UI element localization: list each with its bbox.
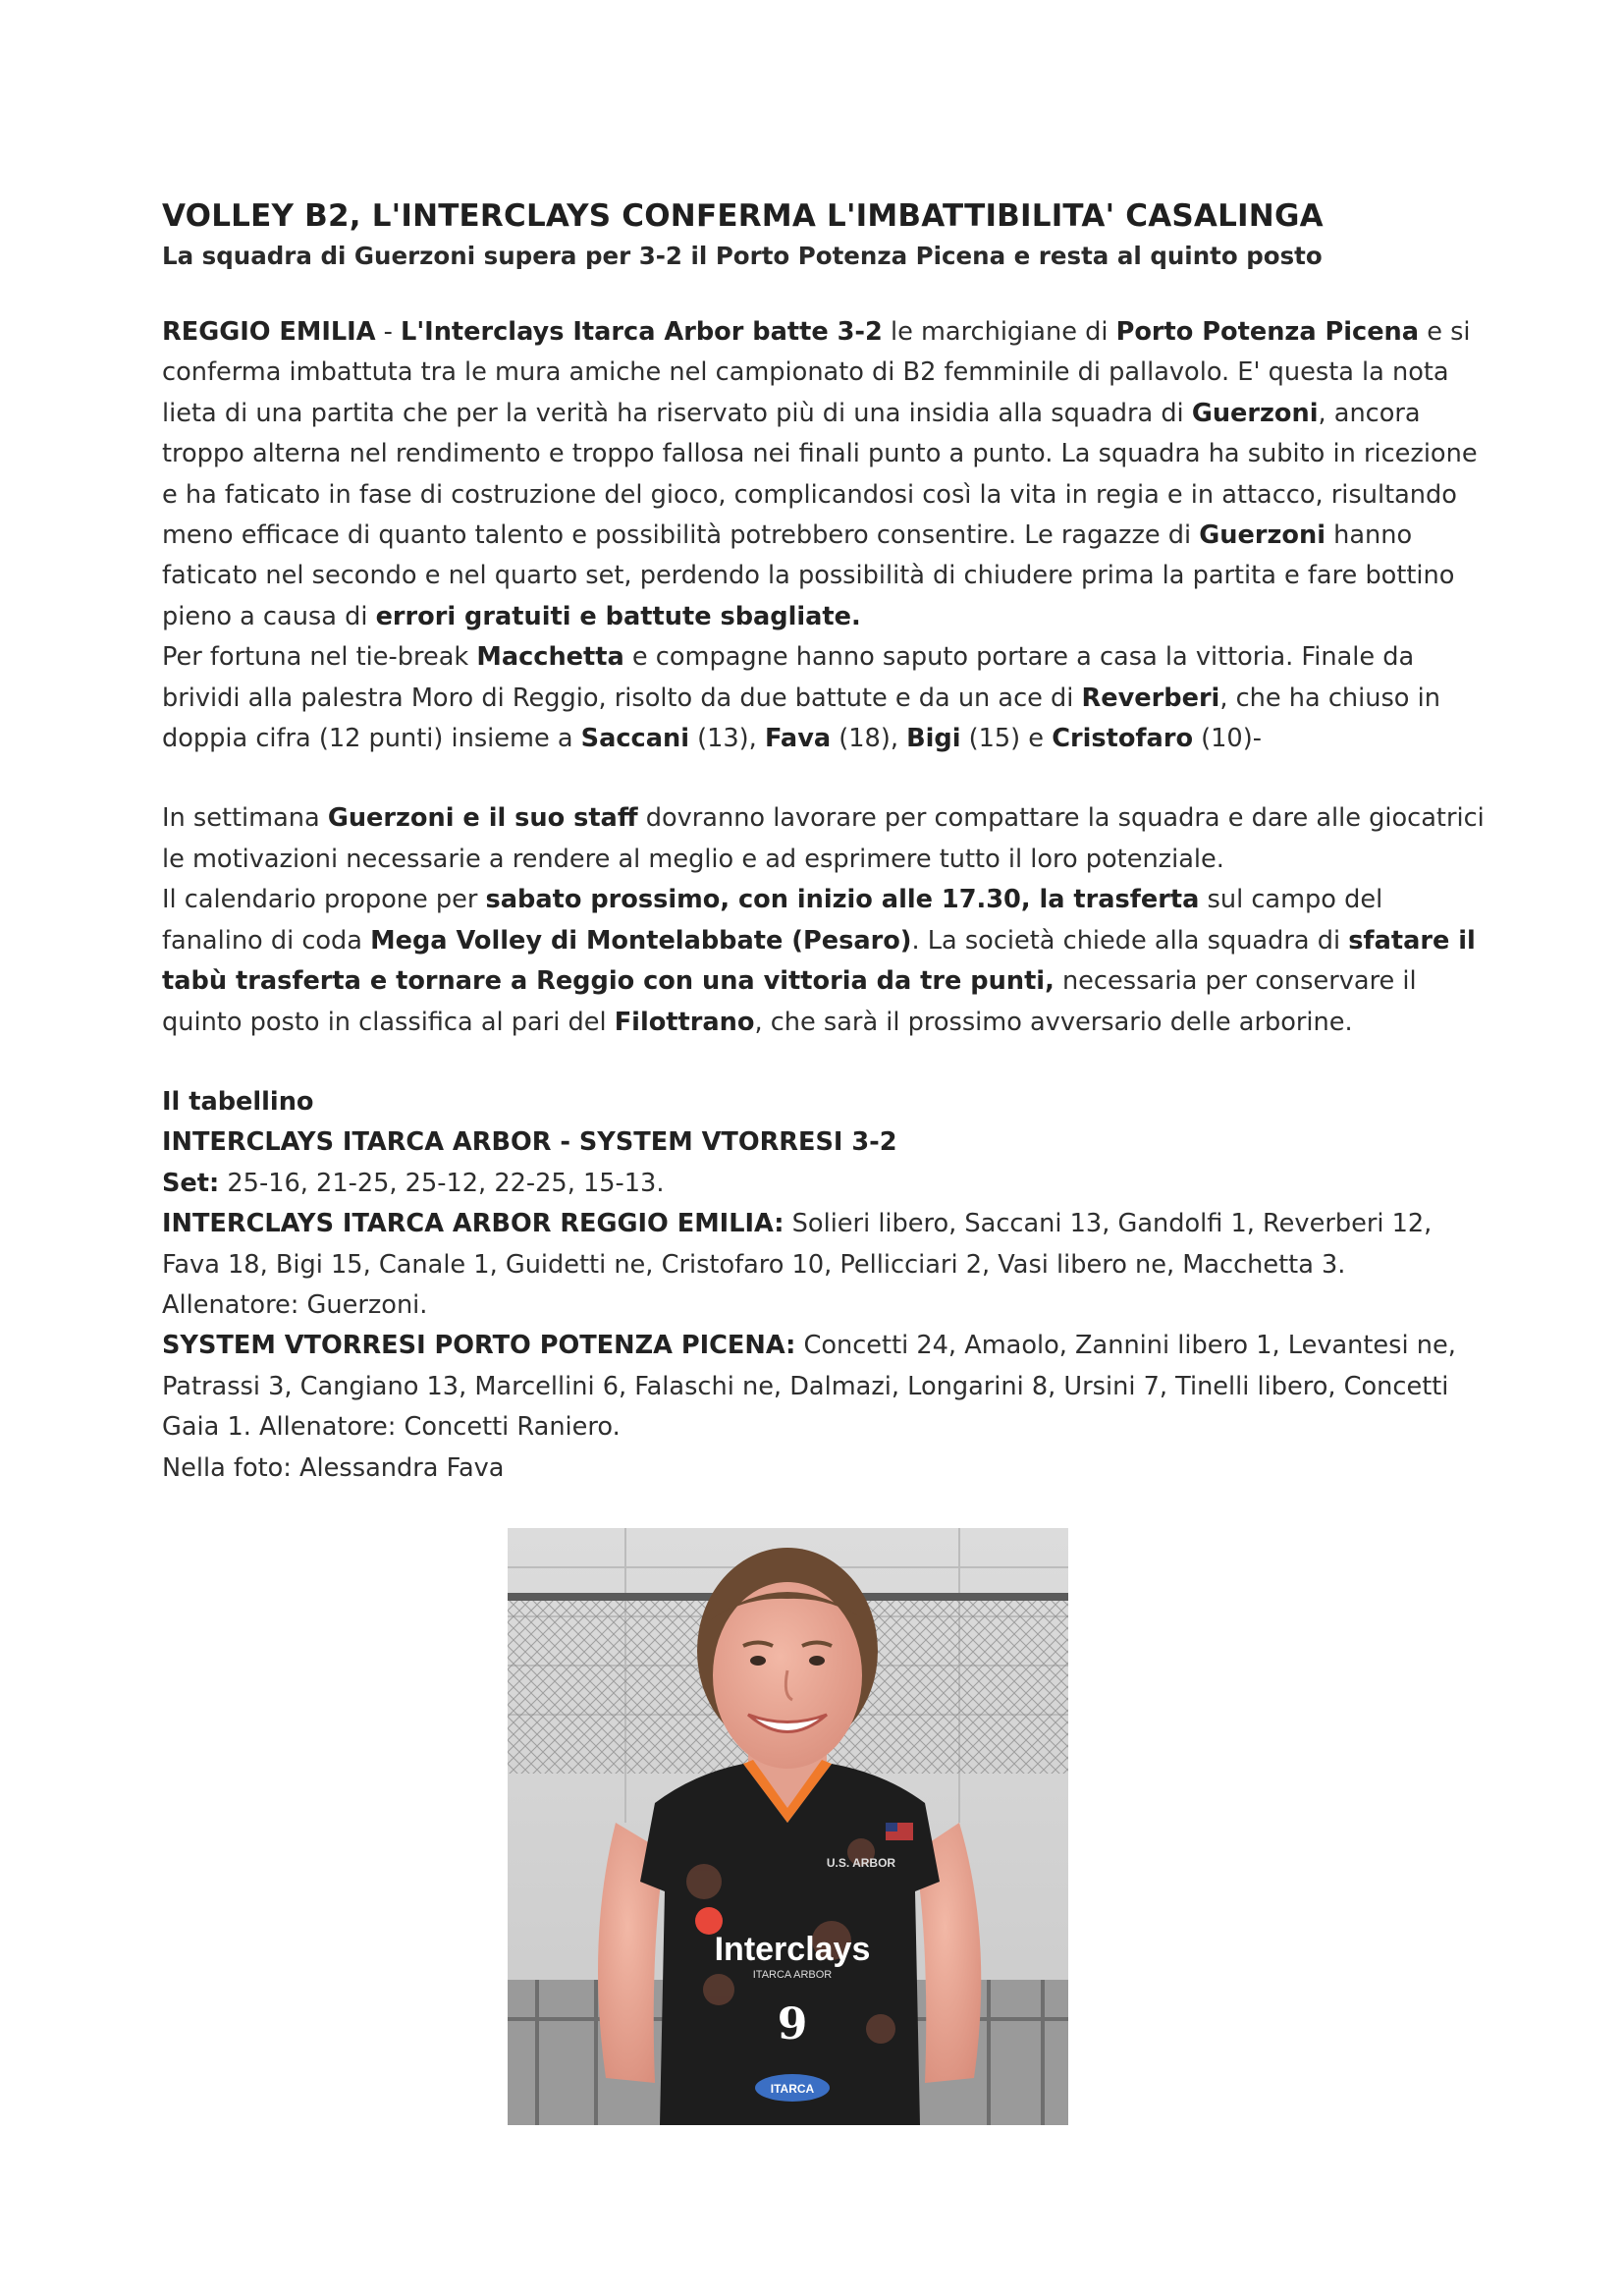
bold-text: sabato prossimo, con inizio alle 17.30, la trasferta (485, 885, 1200, 915)
bold-text: Guerzoni (1199, 520, 1325, 551)
bold-text: INTERCLAYS ITARCA ARBOR REGGIO EMILIA: (162, 1209, 784, 1239)
jersey-club-text: U.S. ARBOR (826, 1856, 896, 1870)
jersey-number: 9 (777, 1999, 808, 2050)
bold-text: L'Interclays Itarca Arbor batte 3-2 (401, 317, 883, 347)
jersey-brand-text: Interclays (714, 1931, 871, 1968)
bold-text: INTERCLAYS ITARCA ARBOR - SYSTEM VTORRESI 3-2 (162, 1127, 897, 1158)
bold-text: Set: (162, 1168, 220, 1198)
bold-text: REGGIO EMILIA (162, 317, 376, 347)
article (162, 196, 1488, 1489)
bold-text: SYSTEM VTORRESI PORTO POTENZA PICENA: (162, 1331, 796, 1361)
bold-text: Mega Volley di Montelabbate (Pesaro) (370, 925, 912, 956)
headline: VOLLEY B2, L'INTERCLAYS CONFERMA L'IMBATTIBILITA' CASALINGA (162, 198, 1324, 234)
bold-text: Porto Potenza Picena (1115, 317, 1420, 347)
bold-text: errori gratuiti e battute sbagliate. (375, 601, 861, 631)
paragraph-report: REGGIO EMILIA - L'Interclays Itarca Arbor batte 3-2 le marchigiane di Porto Potenza Picena e si conferma imbattuta tra le mura amiche nel campionato di B2 femminile di pallavolo. E' questa la nota lieta di una partita che per la verità ha riservato più di una insidia alla squadra di Guerzoni, ancora troppo alterna nel rendimento e troppo fallosa nei finali punto a punto. La squadra ha subito in ricezione e ha faticato in fase di costruzione del gioco, complicandosi così la vita in regia e in attacco, risultando meno efficace di quanto talento e possibilità potrebbero consentire. Le ragazze di Guerzoni hanno faticato nel secondo e nel quarto set, perdendo la possibilità di chiudere prima la partita e fare bottino pieno a causa di errori gratuiti e battute sbagliate. Per fortuna nel tie-break Macchetta e compagne hanno saputo portare a casa la vittoria. Finale da brividi alla palestra Moro di Reggio, risolto da due battute e da un ace di Reverberi, che ha chiuso in doppia cifra (12 punti) insieme a Saccani (13), Fava (18), Bigi (15) e Cristofaro (10)- (162, 317, 1478, 754)
subheadline: La squadra di Guerzoni supera per 3-2 il Porto Potenza Picena e resta al quinto posto (162, 242, 1323, 270)
bold-text: Fava (764, 724, 832, 754)
bold-text: Guerzoni e il suo staff (327, 803, 638, 834)
bold-text: Saccani (580, 724, 689, 754)
bold-text: Il tabellino (162, 1086, 314, 1117)
bold-text: Guerzoni (1191, 398, 1319, 428)
bold-text: Reverberi (1081, 683, 1220, 713)
jersey-sub-text: ITARCA ARBOR (752, 1969, 833, 1981)
bold-text: Macchetta (476, 642, 624, 673)
player-photo (508, 1528, 1068, 2125)
bold-text: Filottrano (614, 1007, 755, 1037)
tabellino: Il tabellino INTERCLAYS ITARCA ARBOR - SYSTEM VTORRESI 3-2 Set: 25-16, 21-25, 25-12, 22-25, 15-13. INTERCLAYS ITARCA ARBOR REGGIO EMILIA: Solieri libero, Saccani 13, Gandolfi 1, Reverberi 12, Fava 18, Bigi 15, Canale 1, Guidetti ne, Cristofaro 10, Pellicciari 2, Vasi libero ne, Macchetta 3. Allenatore: Guerzoni. SYSTEM VTORRESI PORTO POTENZA PICENA: Concetti 24, Amaolo, Zannini libero 1, Levantesi ne, Patrassi 3, Cangiano 13, Marcellini 6, Falaschi ne, Dalmazi, Longarini 8, Ursini 7, Tinelli libero, Concetti Gaia 1. Allenatore: Concetti Raniero. Nella foto: Alessandra Fava (162, 1086, 1456, 1483)
sponsor-text: ITARCA (770, 2082, 815, 2096)
bold-text: Bigi (906, 724, 961, 754)
bold-text: Cristofaro (1052, 724, 1194, 754)
paragraph-next-match: In settimana Guerzoni e il suo staff dovranno lavorare per compattare la squadra e dare alle giocatrici le motivazioni necessarie a rendere al meglio e ad esprimere tutto il loro potenziale. Il calendario propone per sabato prossimo, con inizio alle 17.30, la trasferta sul campo del fanalino di coda Mega Volley di Montelabbate (Pesaro). La società chiede alla squadra di sfatare il tabù trasferta e tornare a Reggio con una vittoria da tre punti, necessaria per conservare il quinto posto in classifica al pari del Filottrano, che sarà il prossimo avversario delle arborine. (162, 803, 1485, 1037)
bold-text: sfatare il tabù trasferta e tornare a Reggio con una vittoria da tre punti, (162, 925, 1476, 997)
